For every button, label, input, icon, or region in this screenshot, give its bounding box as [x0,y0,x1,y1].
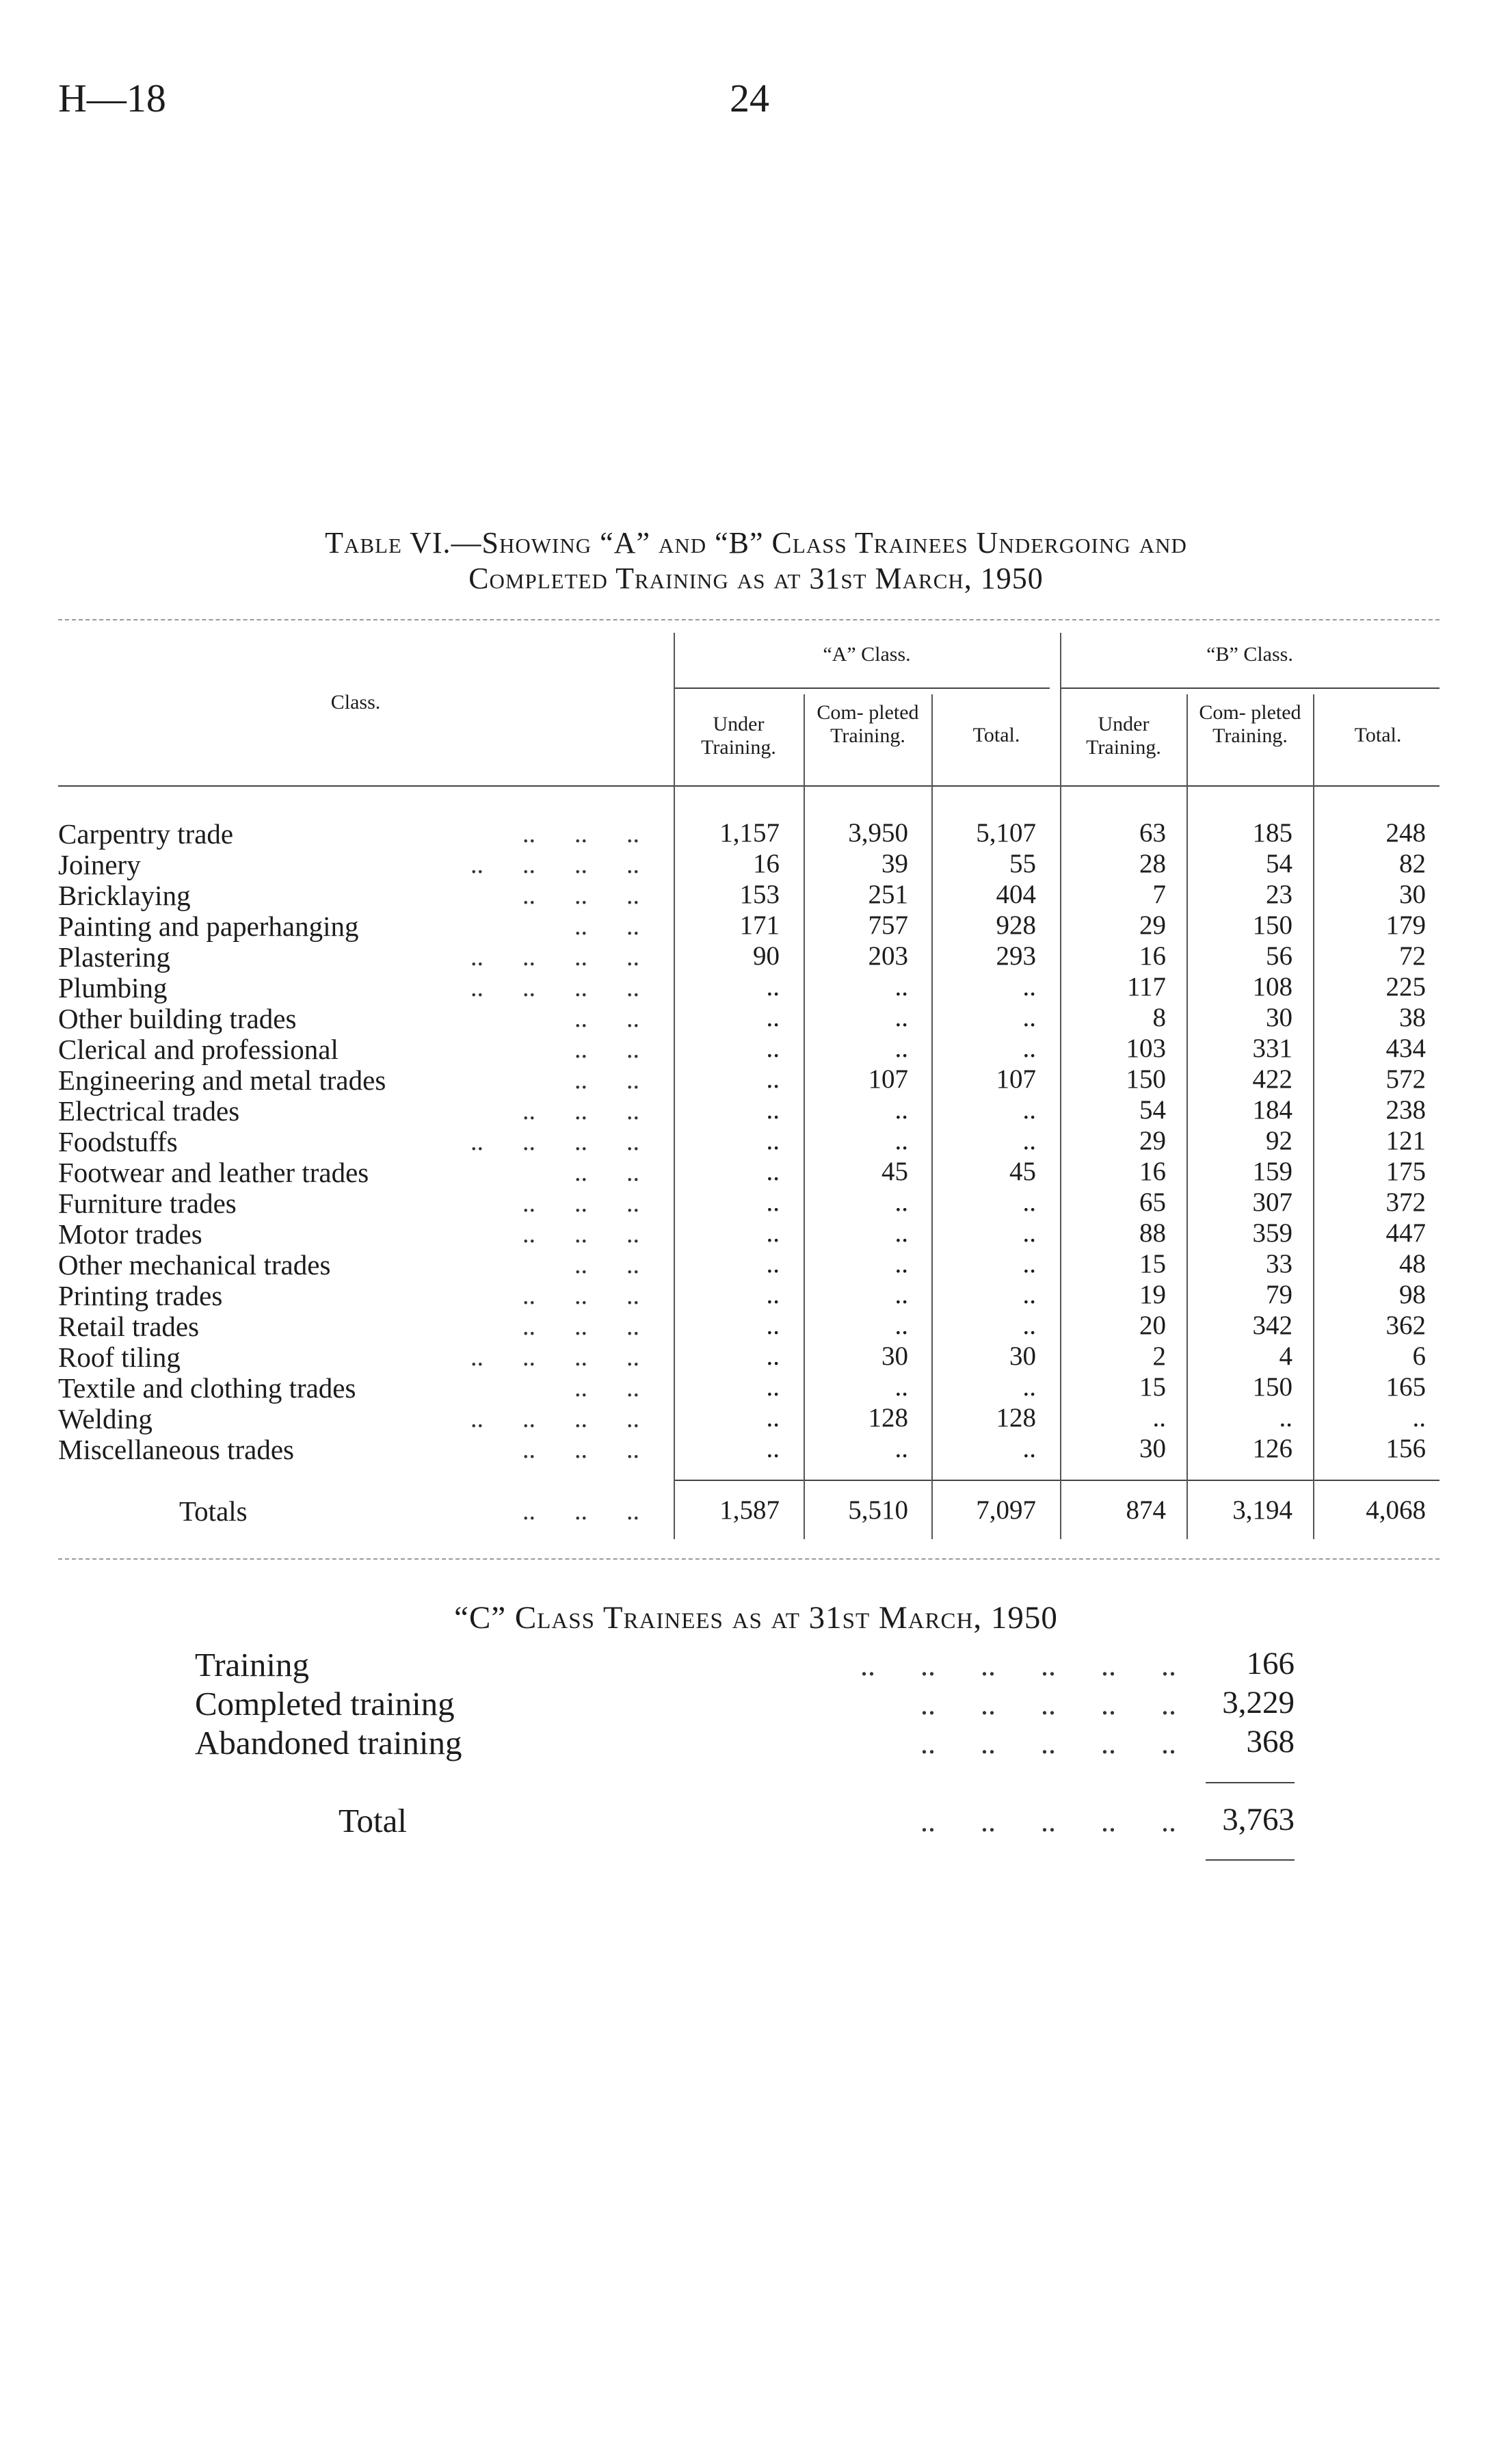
header-b-total: Total. [1354,724,1402,746]
table-title-line-1: Table VI.—Showing “A” and “B” Class Trainees Undergoing and [325,526,1187,560]
cell-a-under: .. [766,1280,780,1309]
cell-a-comp: 3,950 [848,818,908,848]
row-leader-dots: .. .. [574,912,639,941]
cell-a-under: .. [766,972,780,1001]
c-class-label: Training [195,1646,310,1683]
cell-b-comp: 185 [1252,818,1292,848]
c-total-rule-bottom [1206,1859,1295,1861]
cell-a-under: .. [766,1034,780,1063]
cell-b-under: 8 [1152,1003,1166,1032]
cell-a-under: .. [766,1095,780,1125]
cell-a-under: .. [766,1218,780,1248]
header-class: Class. [330,691,381,713]
row-leader-dots: .. .. [574,1066,639,1095]
row-label: Plastering [58,941,170,973]
cell-b-under: 15 [1139,1249,1166,1279]
cell-a-total: .. [1022,1280,1036,1309]
cell-a-under: .. [766,1126,780,1155]
cell-b-total: 165 [1385,1372,1426,1402]
cell-a-under: 153 [739,880,780,909]
cell-b-under: 29 [1139,910,1166,940]
row-label: Electrical trades [58,1095,240,1127]
row-leader-dots: .. .. [574,1158,639,1187]
cell-a-comp: .. [894,1372,908,1402]
cell-b-under: 117 [1126,972,1166,1001]
cell-b-comp: 23 [1266,880,1292,909]
cell-a-total: 293 [996,941,1036,971]
cell-b-under: 15 [1139,1372,1166,1402]
cell-b-comp: 359 [1252,1218,1292,1248]
row-label: Printing trades [58,1280,223,1311]
header-b-under-training: Under Training. [1086,713,1161,759]
cell-a-under: .. [766,1311,780,1340]
row-label: Roof tiling [58,1341,181,1373]
cell-a-comp: .. [894,1126,908,1155]
cell-a-under: 1,157 [719,818,780,848]
header-bottom-rule [58,785,1440,787]
cell-b-comp: 33 [1266,1249,1292,1279]
row-label: Foodstuffs [58,1126,178,1157]
row-leader-dots: .. .. [574,1250,639,1279]
cell-b-total: 30 [1399,880,1426,909]
totals-rule [674,1480,1440,1481]
row-leader-dots: .. .. .. [522,1220,639,1248]
cell-a-comp: 5,510 [848,1495,908,1525]
cell-b-under: 103 [1126,1034,1166,1063]
cell-b-comp: 184 [1252,1095,1292,1125]
cell-b-total: .. [1412,1403,1426,1432]
row-leader-dots: .. .. .. [522,820,639,848]
cell-b-under: 88 [1139,1218,1166,1248]
cell-b-total: 48 [1399,1249,1426,1279]
cell-a-comp: 128 [868,1403,908,1432]
cell-b-total: 447 [1385,1218,1426,1248]
cell-a-comp: 30 [881,1341,908,1371]
table-bottom-rule [58,1558,1440,1560]
cell-b-total: 4,068 [1366,1495,1426,1525]
cell-b-total: 175 [1385,1157,1426,1186]
c-class-label: Abandoned training [195,1724,462,1761]
row-leader-dots: .. .. .. [522,1097,639,1125]
cell-b-comp: 150 [1252,1372,1292,1402]
cell-a-total: .. [1022,1095,1036,1125]
page-number: 24 [730,76,769,120]
cell-b-under: 65 [1139,1188,1166,1217]
row-label: Textile and clothing trades [58,1372,356,1404]
column-divider-b-completed [1313,694,1314,1539]
c-class-value: 3,763 [1222,1802,1295,1837]
cell-a-comp: .. [894,1434,908,1463]
cell-b-under: 16 [1139,941,1166,971]
cell-b-total: 72 [1399,941,1426,971]
cell-b-total: 179 [1385,910,1426,940]
row-label: Carpentry trade [58,818,234,850]
group-b-underline [1060,687,1440,689]
cell-b-total: 98 [1399,1280,1426,1309]
cell-a-comp: 45 [881,1157,908,1186]
cell-a-comp: 39 [881,849,908,878]
cell-a-under: 171 [739,910,780,940]
cell-a-total: .. [1022,1434,1036,1463]
page-reference: H—18 [58,76,166,120]
cell-b-comp: 3,194 [1232,1495,1292,1525]
row-leader-dots: .. .. .. [522,1497,639,1525]
row-leader-dots: .. .. .. .. [470,850,639,879]
c-class-leader-dots: .. .. .. .. .. [920,1805,1176,1838]
cell-b-comp: 159 [1252,1157,1292,1186]
cell-a-total: .. [1022,1218,1036,1248]
cell-b-under: 63 [1139,818,1166,848]
cell-a-comp: .. [894,972,908,1001]
row-label: Engineering and metal trades [58,1064,386,1096]
cell-a-under: .. [766,1064,780,1094]
cell-a-under: 90 [753,941,780,971]
cell-b-total: 238 [1385,1095,1426,1125]
cell-a-total: 5,107 [976,818,1036,848]
row-label: Plumbing [58,972,168,1004]
row-label: Welding [58,1403,152,1434]
cell-a-under: .. [766,1403,780,1432]
cell-a-under: 16 [753,849,780,878]
row-leader-dots: .. .. [574,1374,639,1402]
header-a-under-training: Under Training. [701,713,776,759]
cell-a-total: 45 [1009,1157,1036,1186]
header-group-a: “A” Class. [823,643,911,666]
cell-b-under: 20 [1139,1311,1166,1340]
cell-a-total: .. [1022,1311,1036,1340]
cell-b-under: 874 [1126,1495,1166,1525]
cell-b-comp: 307 [1252,1188,1292,1217]
cell-b-under: 16 [1139,1157,1166,1186]
row-leader-dots: .. .. .. .. [470,943,639,971]
row-leader-dots: .. .. .. [522,1312,639,1341]
row-leader-dots: .. .. .. [522,1189,639,1218]
row-label: Miscellaneous trades [58,1434,294,1465]
cell-a-comp: .. [894,1034,908,1063]
c-class-label: Total [339,1802,407,1839]
table-title-line-2: Completed Training as at 31st March, 1950 [468,562,1044,595]
cell-a-total: .. [1022,1188,1036,1217]
cell-a-total: .. [1022,972,1036,1001]
cell-b-total: 372 [1385,1188,1426,1217]
column-divider-a-completed [931,694,933,1539]
cell-b-total: 572 [1385,1064,1426,1094]
c-total-rule-top [1206,1782,1295,1783]
cell-a-comp: 107 [868,1064,908,1094]
column-divider-b-under [1186,694,1188,1539]
cell-b-total: 434 [1385,1034,1426,1063]
cell-a-total: 55 [1009,849,1036,878]
table-top-rule [58,619,1440,620]
header-a-completed-training: Com- pleted Training. [817,701,919,747]
cell-a-comp: 251 [868,880,908,909]
row-leader-dots: .. .. .. [522,881,639,910]
cell-b-comp: 108 [1252,972,1292,1001]
cell-b-comp: 4 [1279,1341,1292,1371]
cell-b-total: 225 [1385,972,1426,1001]
cell-a-total: 7,097 [976,1495,1036,1525]
cell-b-total: 6 [1412,1341,1426,1371]
cell-a-under: .. [766,1157,780,1186]
cell-b-under: 28 [1139,849,1166,878]
cell-b-total: 121 [1385,1126,1426,1155]
cell-b-comp: 56 [1266,941,1292,971]
cell-a-comp: 757 [868,910,908,940]
row-label: Footwear and leather trades [58,1157,369,1188]
totals-label: Totals [179,1495,248,1527]
column-divider-class [674,633,675,1539]
cell-a-total: 30 [1009,1341,1036,1371]
cell-a-under: .. [766,1434,780,1463]
c-class-value: 368 [1246,1724,1295,1759]
cell-b-comp: 30 [1266,1003,1292,1032]
cell-b-under: 54 [1139,1095,1166,1125]
row-label: Clerical and professional [58,1034,339,1065]
cell-b-under: 150 [1126,1064,1166,1094]
cell-a-total: .. [1022,1249,1036,1279]
cell-a-under: 1,587 [719,1495,780,1525]
row-leader-dots: .. .. .. .. [470,1343,639,1372]
cell-b-total: 38 [1399,1003,1426,1032]
row-label: Other building trades [58,1003,297,1034]
cell-b-under: 19 [1139,1280,1166,1309]
cell-a-total: 928 [996,910,1036,940]
c-class-value: 3,229 [1222,1685,1295,1720]
row-leader-dots: .. .. [574,1004,639,1033]
row-label: Retail trades [58,1311,200,1342]
row-label: Motor trades [58,1218,202,1250]
row-leader-dots: .. .. .. .. [470,973,639,1002]
column-divider-a-under [804,694,805,1539]
cell-b-comp: 422 [1252,1064,1292,1094]
cell-b-comp: 79 [1266,1280,1292,1309]
c-class-label: Completed training [195,1685,455,1722]
cell-b-comp: 150 [1252,910,1292,940]
cell-a-total: .. [1022,1003,1036,1032]
c-class-value: 166 [1246,1646,1295,1681]
row-label: Bricklaying [58,880,191,911]
header-b-completed-training: Com- pleted Training. [1199,701,1301,747]
c-class-title: “C” Class Trainees as at 31st March, 1950 [454,1600,1058,1636]
cell-b-comp: 342 [1252,1311,1292,1340]
cell-b-under: .. [1152,1403,1166,1432]
cell-b-total: 362 [1385,1311,1426,1340]
row-label: Joinery [58,849,141,880]
cell-b-total: 248 [1385,818,1426,848]
cell-a-total: .. [1022,1126,1036,1155]
cell-b-comp: 331 [1252,1034,1292,1063]
cell-a-total: .. [1022,1034,1036,1063]
c-class-leader-dots: .. .. .. .. .. [920,1727,1176,1760]
cell-b-under: 29 [1139,1126,1166,1155]
row-leader-dots: .. .. .. [522,1435,639,1464]
cell-a-under: .. [766,1372,780,1402]
row-leader-dots: .. .. .. .. [470,1404,639,1433]
cell-a-comp: .. [894,1249,908,1279]
cell-b-under: 2 [1152,1341,1166,1371]
cell-a-total: 107 [996,1064,1036,1094]
cell-a-comp: .. [894,1003,908,1032]
cell-a-comp: .. [894,1218,908,1248]
cell-b-total: 82 [1399,849,1426,878]
cell-a-comp: 203 [868,941,908,971]
group-a-underline [674,687,1050,689]
cell-a-total: 404 [996,880,1036,909]
row-leader-dots: .. .. .. [522,1281,639,1310]
cell-b-total: 156 [1385,1434,1426,1463]
cell-a-under: .. [766,1341,780,1371]
row-label: Furniture trades [58,1188,237,1219]
cell-b-comp: .. [1279,1403,1292,1432]
cell-a-under: .. [766,1249,780,1279]
cell-b-under: 30 [1139,1434,1166,1463]
cell-b-comp: 54 [1266,849,1292,878]
column-divider-a-b [1060,633,1061,1539]
cell-a-comp: .. [894,1280,908,1309]
cell-a-under: .. [766,1188,780,1217]
row-leader-dots: .. .. .. .. [470,1127,639,1156]
c-class-leader-dots: .. .. .. .. .. .. [860,1649,1176,1682]
cell-b-under: 7 [1152,880,1166,909]
cell-a-under: .. [766,1003,780,1032]
c-class-leader-dots: .. .. .. .. .. [920,1688,1176,1721]
cell-a-comp: .. [894,1188,908,1217]
row-label: Other mechanical trades [58,1249,331,1281]
header-group-b: “B” Class. [1206,643,1293,666]
header-a-total: Total. [972,724,1020,746]
cell-a-total: .. [1022,1372,1036,1402]
cell-b-comp: 92 [1266,1126,1292,1155]
row-label: Painting and paperhanging [58,910,359,942]
cell-a-comp: .. [894,1311,908,1340]
cell-b-comp: 126 [1252,1434,1292,1463]
cell-a-comp: .. [894,1095,908,1125]
row-leader-dots: .. .. [574,1035,639,1064]
cell-a-total: 128 [996,1403,1036,1432]
